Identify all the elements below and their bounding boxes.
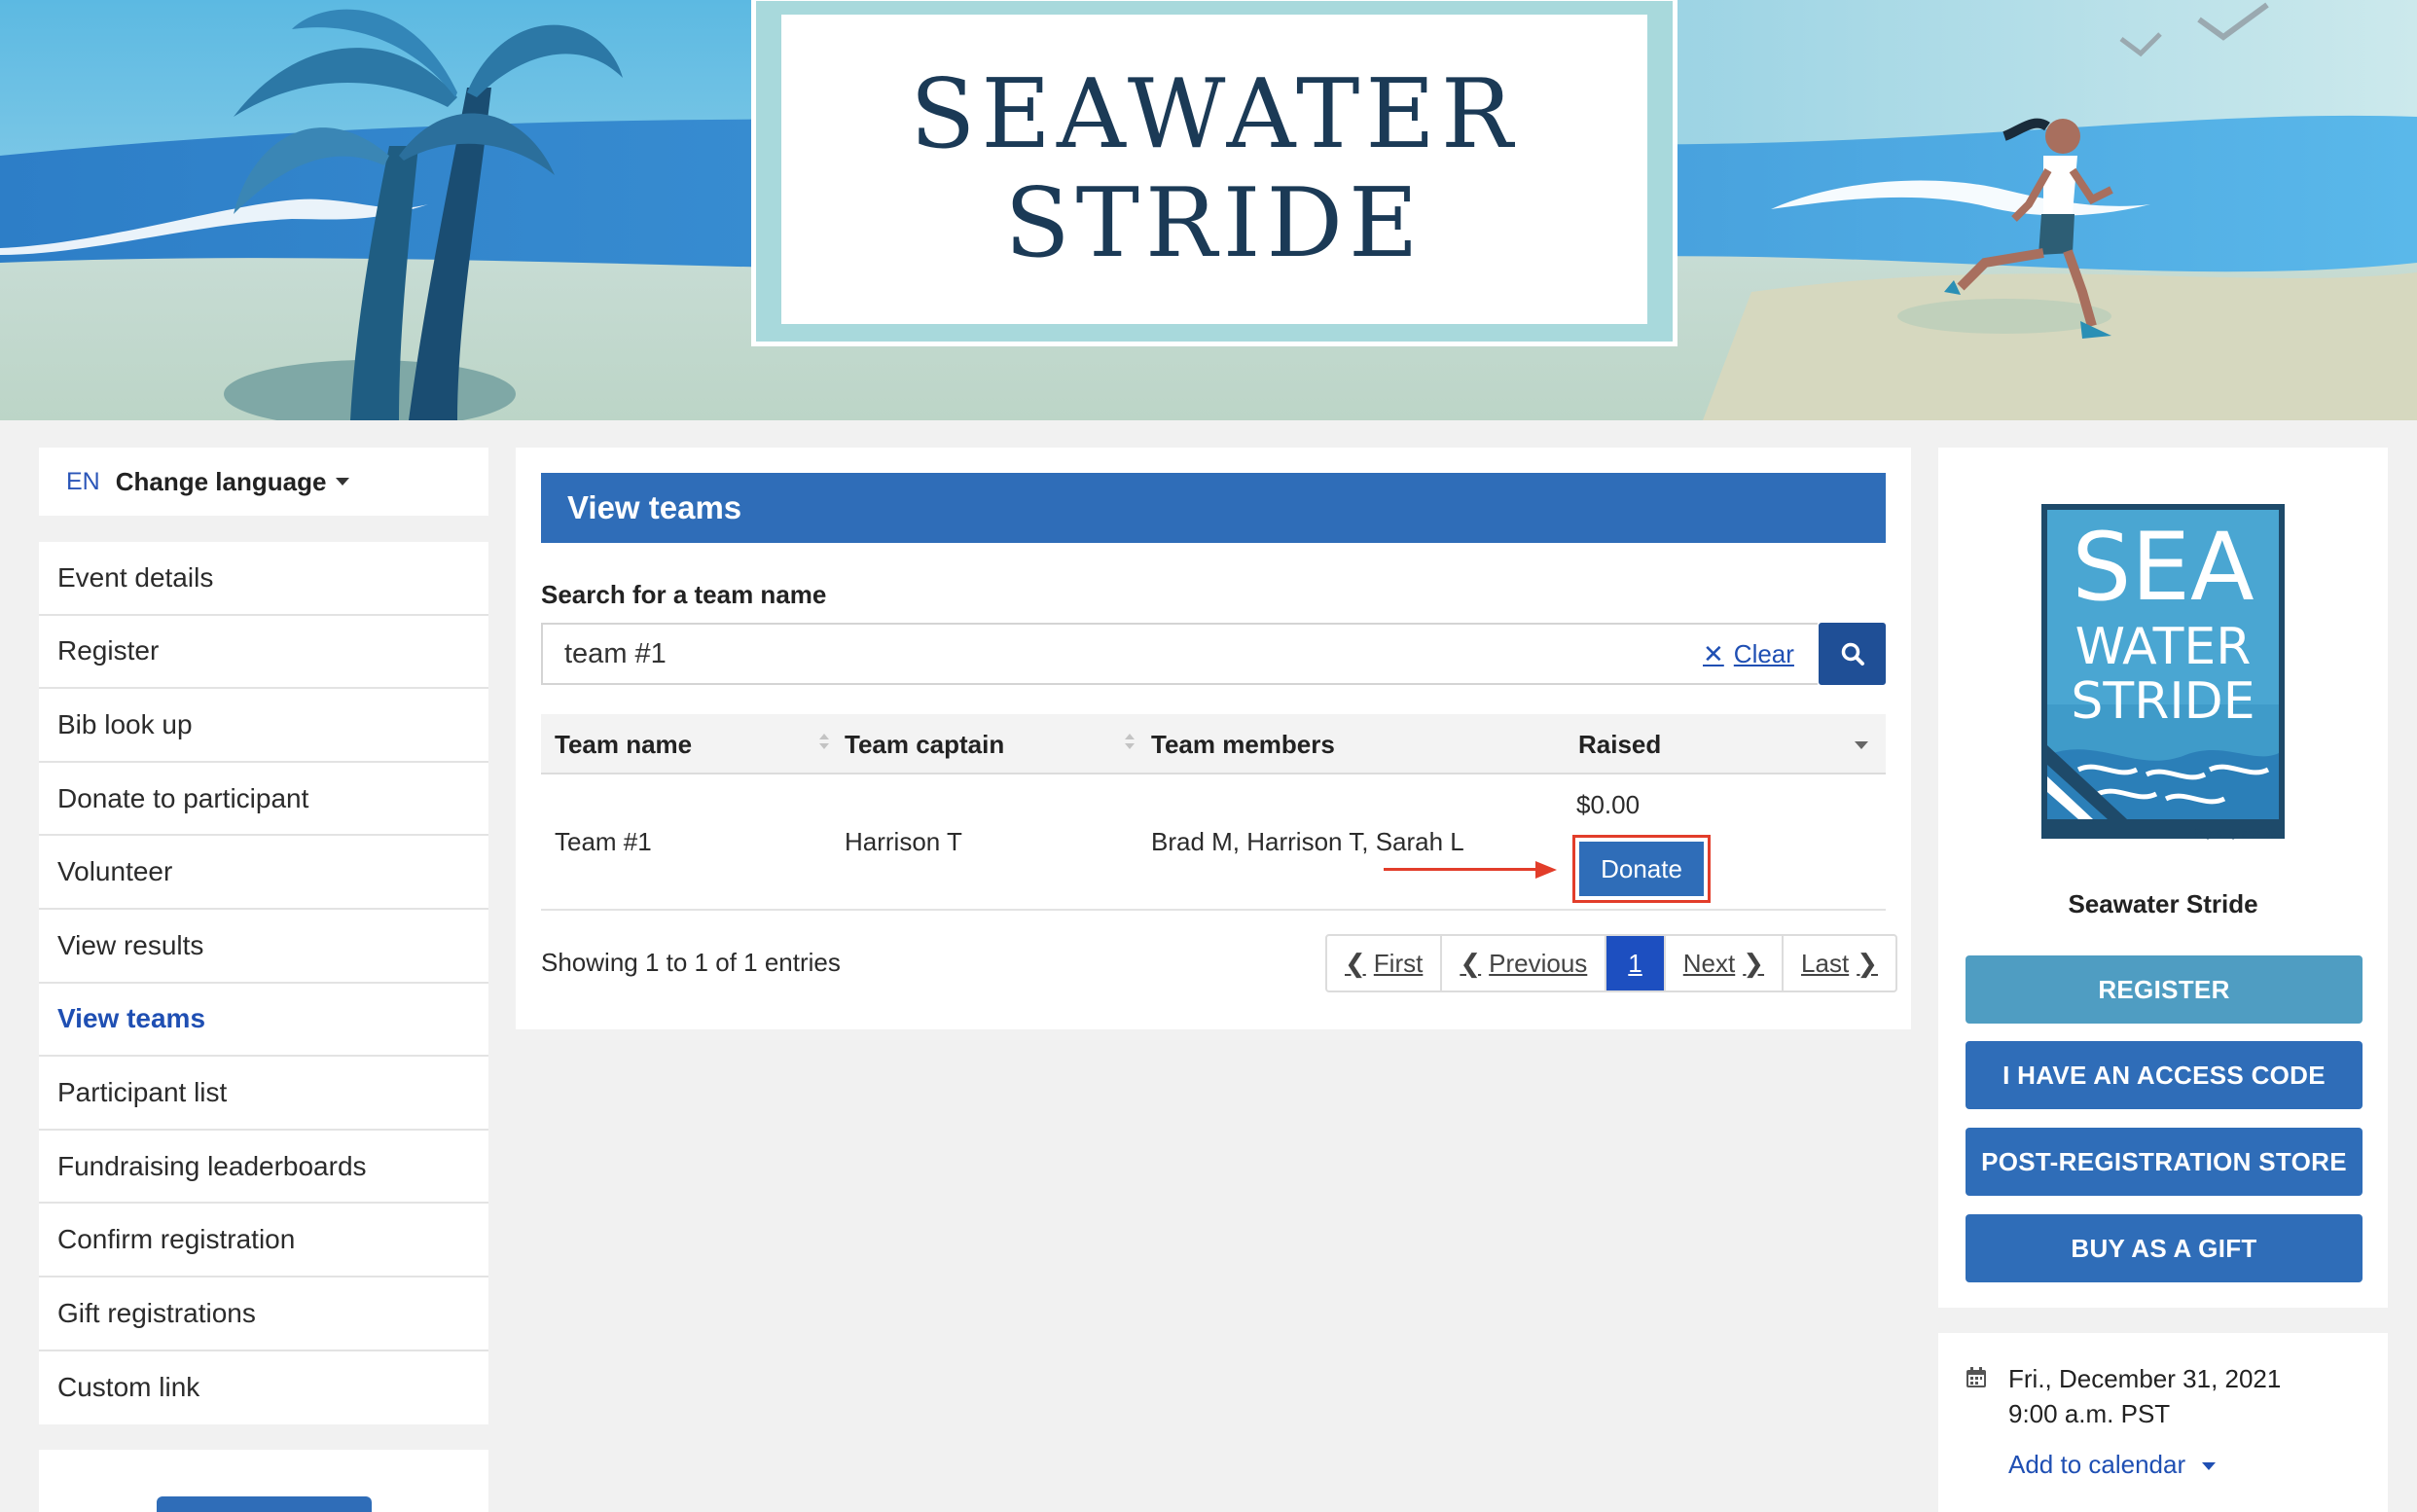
view-teams-panel	[516, 448, 1911, 1029]
column-header-team-name[interactable]: Team name	[555, 729, 693, 759]
annotation-arrow-head	[1535, 861, 1557, 879]
sidebar-item-bib-look-up[interactable]: Bib look up	[39, 689, 488, 763]
panel-title: View teams	[541, 473, 1886, 543]
sidebar-item-volunteer[interactable]: Volunteer	[39, 836, 488, 910]
donate-highlight	[1572, 835, 1711, 903]
team-members-cell: Brad M, Harrison T, Sarah L	[1151, 827, 1464, 856]
pagination-previous[interactable]	[1442, 936, 1606, 990]
add-to-calendar-label: Add to calendar	[2008, 1450, 2186, 1479]
sort-descending-icon[interactable]	[1855, 741, 1868, 749]
sidebar-item-register[interactable]: Register	[39, 616, 488, 690]
pagination-last[interactable]	[1784, 936, 1895, 990]
sidebar-item-participant-list[interactable]: Participant list	[39, 1057, 488, 1131]
event-date-panel	[1938, 1333, 2388, 1512]
add-to-calendar-link[interactable]	[2008, 1450, 2216, 1480]
event-name: Seawater Stride	[2068, 889, 2258, 918]
sidebar-bottom-button[interactable]	[157, 1496, 372, 1512]
sort-icon[interactable]	[819, 734, 829, 753]
annotation-arrow	[1384, 868, 1537, 871]
event-logo	[2039, 502, 2287, 841]
sidebar-item-gift-registrations[interactable]: Gift registrations	[39, 1278, 488, 1351]
search-label: Search for a team name	[541, 580, 827, 609]
pagination-previous-label: Previous	[1489, 948, 1588, 978]
pagination-first-label: First	[1373, 948, 1424, 978]
sidebar-bottom-panel	[39, 1450, 488, 1512]
logo-tagline: Bay city series	[2189, 827, 2277, 840]
change-language-label: Change language	[115, 466, 327, 496]
chevron-left-icon: ❮	[1345, 948, 1366, 978]
logo-line-1: SEA	[2072, 513, 2255, 622]
donate-button[interactable]: Donate	[1579, 842, 1704, 896]
event-date: Fri., December 31, 2021	[2008, 1364, 2282, 1393]
language-selector[interactable]	[39, 448, 488, 516]
sidebar-item-custom-link[interactable]: Custom link	[57, 1372, 200, 1403]
close-icon: ✕	[1703, 638, 1724, 668]
sidebar-item-view-results[interactable]: View results	[39, 910, 488, 984]
logo-line-3: STRIDE	[2071, 672, 2255, 731]
language-code: EN	[66, 467, 100, 495]
search-button[interactable]	[1819, 623, 1886, 685]
event-sidebar	[1938, 448, 2388, 1308]
access-code-button[interactable]: I HAVE AN ACCESS CODE	[1966, 1041, 2363, 1109]
pagination-page-1[interactable]: 1	[1606, 936, 1665, 990]
clear-label: Clear	[1733, 638, 1794, 668]
event-title-line-1: SEAWATER	[910, 59, 1519, 170]
post-registration-store-button[interactable]: POST-REGISTRATION STORE	[1966, 1128, 2363, 1196]
clear-search-link[interactable]	[1703, 623, 1794, 685]
title-frame	[751, 0, 1677, 346]
sidebar-item-donate-to-participant[interactable]: Donate to participant	[39, 763, 488, 837]
search-bar	[541, 623, 1886, 685]
register-button[interactable]: REGISTER	[1966, 955, 2363, 1024]
chevron-left-icon: ❮	[1460, 948, 1482, 978]
pagination-first[interactable]	[1327, 936, 1442, 990]
raised-amount: $0.00	[1576, 790, 1641, 819]
pagination-last-label: Last	[1801, 948, 1850, 978]
pagination-next-label: Next	[1682, 948, 1736, 978]
event-title	[781, 15, 1647, 324]
chevron-right-icon: ❯	[1857, 948, 1878, 978]
caret-down-icon	[2202, 1462, 2216, 1470]
team-search-input[interactable]	[541, 623, 1818, 685]
table-row	[541, 774, 1886, 911]
sidebar-item-view-teams[interactable]: View teams	[39, 984, 488, 1058]
team-captain-cell: Harrison T	[845, 827, 962, 856]
teams-table	[541, 714, 1886, 911]
calendar-icon	[1965, 1366, 1988, 1389]
column-header-team-members: Team members	[1151, 729, 1335, 759]
pagination-next[interactable]	[1666, 936, 1784, 990]
sort-icon[interactable]	[1125, 734, 1135, 753]
team-name-cell: Team #1	[555, 827, 652, 856]
buy-as-gift-button[interactable]: BUY AS A GIFT	[1966, 1214, 2363, 1282]
sidebar-item-confirm-registration[interactable]: Confirm registration	[39, 1204, 488, 1278]
caret-down-icon	[336, 478, 349, 486]
search-icon	[1840, 641, 1865, 666]
sidebar-item-fundraising-leaderboards[interactable]: Fundraising leaderboards	[39, 1131, 488, 1205]
sidebar-nav	[39, 542, 488, 1424]
sidebar-item-event-details[interactable]: Event details	[39, 542, 488, 616]
logo-line-2: WATER	[2074, 618, 2252, 676]
chevron-right-icon: ❯	[1743, 948, 1765, 978]
event-title-line-2: STRIDE	[1004, 168, 1425, 279]
pagination	[1325, 934, 1897, 992]
entries-info: Showing 1 to 1 of 1 entries	[541, 948, 841, 977]
event-time: 9:00 a.m. PST	[2008, 1399, 2171, 1428]
hero-banner	[0, 0, 2417, 420]
column-header-team-captain[interactable]: Team captain	[845, 729, 1005, 759]
column-header-raised[interactable]: Raised	[1578, 729, 1662, 759]
table-header	[541, 714, 1886, 774]
